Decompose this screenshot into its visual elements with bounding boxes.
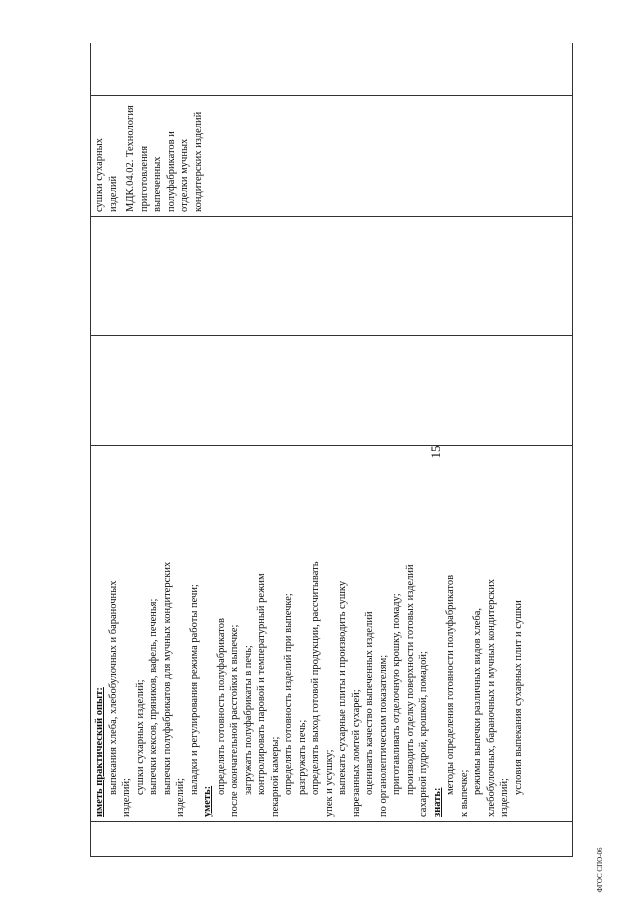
table-cell-requirements (91, 446, 573, 822)
requirement-line: приготавливать отделочную крошку, помаду; (391, 593, 402, 795)
requirement-line: сушки сухарных изделий; (134, 679, 146, 795)
competency-table (90, 43, 573, 857)
requirement-line: нарезанных ломтей сухарей; (350, 689, 362, 817)
requirement-line: изделий; (499, 778, 510, 817)
requirement-line: по органолептическим показателям; (377, 654, 389, 817)
requirement-line: контролировать паровой и температурный режим (256, 573, 267, 795)
course-line: отделки мучных (179, 138, 190, 212)
requirement-line: выпекания хлеба, хлебобулочных и бараночных (107, 580, 119, 795)
course-line: полуфабрикатов и (165, 131, 177, 212)
table-cell-hours-total (91, 336, 573, 446)
requirement-line: выпекать сухарные плиты и производить сушку (337, 580, 348, 795)
requirement-line: условия выпекания сухарных плит и сушки (512, 600, 524, 795)
page-number: 15 (428, 445, 443, 459)
rotated-table-container (90, 43, 573, 857)
course-line: приготовления (138, 145, 150, 212)
course-line: кондитерских изделий (192, 111, 204, 212)
requirement-line: методы определения готовности полуфабрикатов (445, 574, 456, 795)
table-cell-hours-module (91, 217, 573, 336)
requirement-line: режимы выпечки различных видов хлеба, (472, 607, 483, 795)
requirement-line: оценивать качество выпеченных изделий (364, 611, 375, 795)
requirement-line: производить отделку поверхности готовых изделий (404, 564, 416, 795)
requirement-line: определять готовность полуфабрикатов (215, 618, 227, 795)
requirement-line: изделий; (175, 778, 186, 817)
requirement-line: сахарной пудрой, крошкой, помадой; (418, 651, 429, 817)
table-cell-course-title (91, 96, 573, 217)
section-heading: знать: (431, 787, 443, 817)
course-line: изделий (107, 175, 119, 212)
table-cell-competency-codes (91, 43, 573, 96)
table-row (91, 43, 573, 857)
course-line: сушки сухарных (94, 138, 105, 212)
course-line: выпеченных (152, 156, 163, 212)
requirement-line: изделий; (121, 778, 132, 817)
competency-table-wrapper (90, 43, 573, 857)
requirement-line: после окончательной расстойки к выпечке; (229, 624, 240, 817)
table-cell-index (91, 822, 573, 857)
requirement-line: пекарной камеры; (269, 736, 281, 817)
requirement-line: хлебобулочных, бараночных и мучных кондитерских (485, 579, 497, 817)
course-line: МДК.04.02. Технология (125, 105, 136, 212)
requirement-line: определять выход готовой продукции, рассчитывать (310, 561, 321, 795)
section-heading: иметь практический опыт: (94, 687, 105, 817)
footer-code: ФГОС СПО-06 (596, 847, 604, 893)
requirement-line: упек и усушку; (323, 749, 335, 817)
requirement-line: выпечки полуфабрикатов для мучных кондитерских (161, 561, 173, 795)
requirement-line: к выпечке; (458, 769, 470, 817)
requirement-line: разгружать печь; (296, 719, 308, 795)
requirement-line: выпечки кексов, пряников, вафель, печенья; (148, 598, 159, 795)
requirement-line: определять готовность изделий при выпечке; (283, 593, 294, 795)
requirement-line: наладки и регулирования режима работы печи; (188, 584, 200, 795)
section-heading: уметь: (202, 785, 213, 817)
requirement-line: загружать полуфабрикаты в печь; (242, 645, 254, 795)
